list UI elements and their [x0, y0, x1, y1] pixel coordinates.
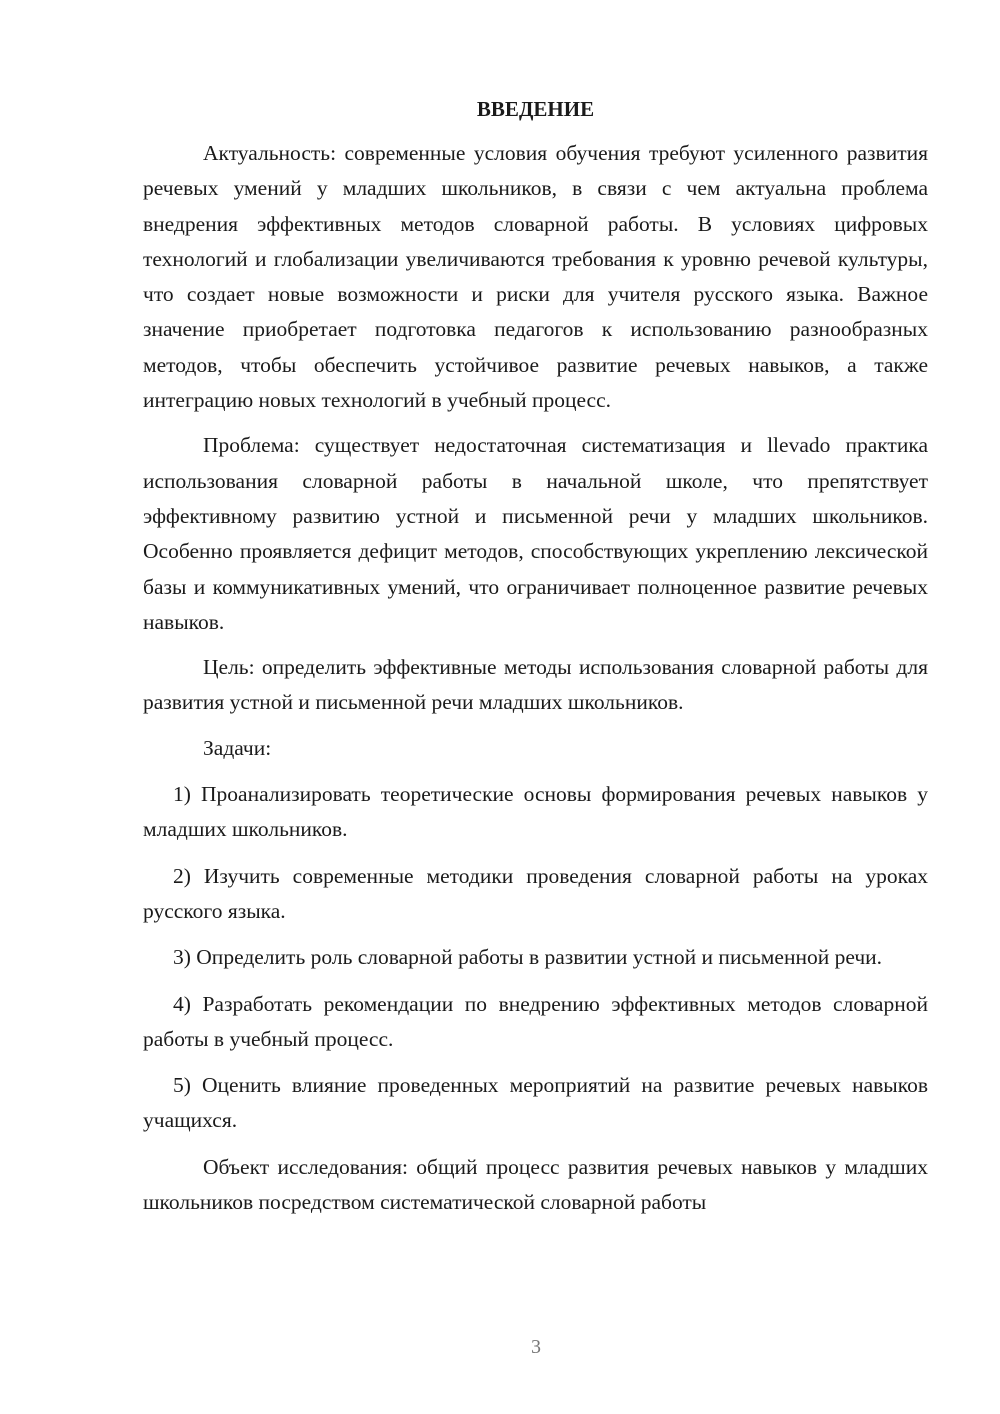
task-item-3: 3) Определить роль словарной работы в развитии устной и письменной речи. [173, 945, 883, 970]
task-item-5: 5) Оценить влияние проведенных мероприятий на развитие речевых навыков учащихся. [143, 1073, 928, 1133]
relevance-paragraph: Актуальность: современные условия обучения требуют усиленного развития речевых умений у младших школьников, в связи с чем актуальна проблема внедрения эффективных методов словарной работы. В условиях цифровых технологий и глобализации увеличиваются требования к уровню речевой культуры, что создает новые возможности и риски для учителя русского языка. Важное значение приобретает подготовка педагогов к использованию разнообразных методов, чтобы обеспечить устойчивое развитие речевых навыков, а также интеграцию новых технологий в учебный процесс. [143, 141, 928, 413]
object-paragraph: Объект исследования: общий процесс развития речевых навыков у младших школьников посредством систематической словарной работы [143, 1154, 928, 1215]
page-number: 3 [531, 1336, 541, 1358]
task-item-4: 4) Разработать рекомендации по внедрению эффективных методов словарной работы в учебный процесс. [143, 991, 928, 1051]
tasks-label: Задачи: [203, 735, 272, 760]
problem-paragraph: Проблема: существует недостаточная систематизация и llevado практика использования словарной работы в начальной школе, что препятствует эффективному развитию устной и письменной речи у младших школьников. Особенно проявляется дефицит методов, способствующих укреплению лексической базы и коммуникативных умений, что ограничивает полноценное развитие речевых навыков. [143, 433, 928, 634]
page-content [143, 94, 928, 1220]
goal-paragraph: Цель: определить эффективные методы использования словарной работы для развития устной и письменной речи младших школьников. [143, 655, 928, 715]
section-heading: ВВЕДЕНИЕ [476, 97, 595, 121]
task-item-2: 2) Изучить современные методики проведения словарной работы на уроках русского языка. [143, 863, 928, 923]
task-item-1: 1) Проанализировать теоретические основы формирования речевых навыков у младших школьников. [143, 782, 928, 842]
